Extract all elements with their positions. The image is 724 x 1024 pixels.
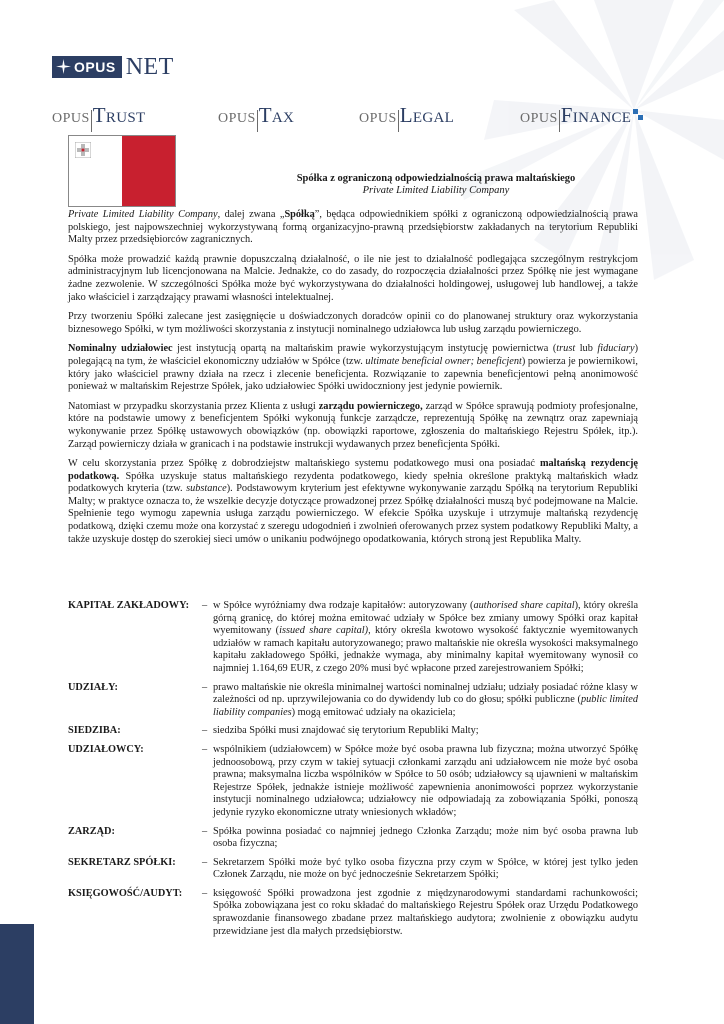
brand-divider xyxy=(91,110,92,132)
def-row-udzialowcy xyxy=(68,744,638,820)
def-row-zarzad xyxy=(68,826,638,851)
text-span: ”, będąca odpowiednikiem spółki z ograniczoną odpowiedzialnością prawa polskiego, jest najpowszechniej wykorzystywaną formą organizacyjno-prawną przedsiębiorstw zakładanych na terytorium Republiki Malty przez przedsiębiorców zagranicznych. xyxy=(68,209,638,246)
opusnet-logo xyxy=(52,56,174,78)
text-italic: fiduciary xyxy=(597,343,635,355)
definitions-list xyxy=(68,600,638,944)
text-span: ) mogą emitować udziały na okaziciela; xyxy=(291,706,456,718)
brand-prefix: OPUS xyxy=(52,111,90,126)
brand-name: Trust xyxy=(92,103,146,127)
brand-name: Tax xyxy=(258,103,295,127)
body-text xyxy=(68,209,638,553)
text-span: , który określa kwotowo wysokość faktycznie wyemitowanych udziałów w ramach kapitału autoryzowanego; prawo maltańskie nie określa wysokości maksymalnego kapitału zakładowego Spółki, jednakże wymaga, aby minimalny kapitał wyemitowany wynosił co najmniej 1.164,69 EUR, z czego 20% musi być wpłacone przed zarejestrowaniem Spółki; xyxy=(213,625,638,674)
def-text: siedziba Spółki musi znajdować się terytorium Republiki Malty; xyxy=(213,725,479,737)
text-span: w Spółce wyróżniamy dwa rodzaje kapitałów: autoryzowany ( xyxy=(213,600,474,611)
flag-red-half xyxy=(122,136,175,206)
paragraph-trust-management xyxy=(68,401,638,451)
title-main: Spółka z ograniczoną odpowiedzialnością prawa maltańskiego xyxy=(296,173,576,184)
brand-trust xyxy=(52,103,145,128)
brand-divider xyxy=(398,110,399,132)
logo-net-text: NET xyxy=(125,54,174,80)
logo-opus-text: OPUS xyxy=(74,59,116,75)
text-bold: Nominalny udziałowiec xyxy=(68,343,173,355)
def-row-kapital xyxy=(68,600,638,676)
def-term: UDZIAŁY: xyxy=(68,681,118,693)
text-italic: substance xyxy=(186,483,227,495)
finance-squares-icon xyxy=(632,109,643,120)
george-cross-icon xyxy=(75,142,91,158)
text-italic: public limited liability companies xyxy=(213,694,638,718)
text-span: lub xyxy=(575,343,598,355)
brand-row xyxy=(52,103,682,133)
brand-divider xyxy=(559,110,560,132)
text-span: ) polegającą na tym, że właściciel ekonomiczny udziałów w Spółce (tzw. xyxy=(68,343,638,367)
brand-prefix: OPUS xyxy=(218,111,256,126)
text-span: jest instytucją opartą na maltańskim prawie wykorzystującym instytucję powiernictwa ( xyxy=(172,343,557,355)
brand-prefix: OPUS xyxy=(520,111,558,126)
text-italic: issued share capital) xyxy=(279,625,369,637)
paragraph-nominee xyxy=(68,343,638,393)
def-text: księgowość Spółki prowadzona jest zgodnie z międzynarodowymi standardami rachunkowości; Spółka zobowiązana jest co roku składać do maltańskiego Rejestru Spółek oraz Urzędu Podatkowego sprawozdanie finansowego zbadane przez maltańskiego audytora; zwolnienie z obowiązku audytu przewidziane jest dla małych przedsiębiorstw. xyxy=(213,887,638,937)
text-italic: authorised share capital xyxy=(473,600,575,611)
text-span: zarząd w Spółce sprawują podmioty profesjonalne, które na podstawie umowy z beneficjentem Spółki wykonują funkcje zarządcze, reprezentują Spółkę na zewnątrz oraz zapewniają wykonywanie przez Spółkę ustawowych obowiązków (np. obowiązki raportowe, zgłoszenia do maltańskiego Rejestru Spółek, itp.). Zarząd powierniczy działa w granicach i na podstawie instrukcji wydawanych przez beneficjenta Spółki. xyxy=(68,400,638,450)
text-span: ). Podstawowym kryterium jest efektywne wykonywanie zarządu Spółką na terytorium Republiki Malty; w praktyce oznacza to, że wszelkie decyzje dotyczące prowadzonej przez Spółkę działalności muszą być podejmowane na Malcie. Spełnienie tego wymogu zapewnia usługa zarządu powierniczego. W efekcie Spółka uzyskuje i utrzymuje maltańską rezydencję podatkową, dzięki czemu może ona korzystać z szeregu udogodnień i zwolnień oferowanych przez system podatkowy Republiki Malty, a także uzyskuje dostęp do szerokiej sieci umów o unikaniu podwójnego opodatkowania, których stroną jest Republika Malty. xyxy=(68,483,639,545)
def-term: KSIĘGOWOŚĆ/AUDYT: xyxy=(68,887,183,899)
def-row-ksiegowosc xyxy=(68,888,638,938)
brand-finance xyxy=(520,103,643,128)
def-dash: – xyxy=(202,856,208,868)
def-row-udzialy xyxy=(68,682,638,720)
def-dash: – xyxy=(202,600,208,611)
paragraph-tax-residency xyxy=(68,458,638,546)
text-span: ) powierza je powiernikowi, który jako właściciel prawny działa na rzecz i zlecenie beneficjenta. Rozwiązanie to zapewnia beneficjentowi pełną anonimowość ponieważ w maltańskim Rejestrze Spółek, jako udziałowiec Spółki uwidoczniony jest jedynie powiernik. xyxy=(68,355,638,393)
brand-prefix: OPUS xyxy=(359,111,397,126)
paragraph-activity: Spółka może prowadzić każdą prawnie dopuszczalną działalność, o ile nie jest to działalność podlegająca szczególnym restrykcjom administracyjnym lub licencjonowana na Malcie. Jednakże, co do zasady, do rozpoczęcia działalności przez Spółkę nie jest wymagane żadne zezwolenie. W szczególności Spółka może być wykorzystywana do działalności holdingowej, usługowej lub handlowej, a także jako właściciel i zarządzający prawami własności intelektualnej. xyxy=(68,253,638,303)
def-text xyxy=(213,682,638,720)
text-italic: ultimate beneficial owner; beneficjent xyxy=(365,355,522,367)
text-span: Natomiast w przypadku skorzystania przez Klienta z usługi xyxy=(68,400,319,412)
brand-tax xyxy=(218,103,294,128)
text-bold: maltańską rezydencję podatkową. xyxy=(68,458,638,482)
text-span: W celu skorzystania przez Spółkę z dobrodziejstw maltańskiego systemu podatkowego musi ona posiadać xyxy=(68,458,540,470)
def-term: ZARZĄD: xyxy=(68,825,115,837)
text-span: prawo maltańskie nie określa minimalnej wartości nominalnej udziału; udziały posiadać różne klasy w zależności od np. uprzywilejowania co do dywidendy lub co do głosu; spółki publiczne ( xyxy=(213,681,638,706)
star-icon xyxy=(56,59,71,74)
def-term: KAPITAŁ ZAKŁADOWY: xyxy=(68,600,190,611)
text-span: Spółka uzyskuje status maltańskiego rezydenta podatkowego, kiedy spełnia określone praktyką maltańskich władz podatkowych kryteria (tzw. xyxy=(68,470,638,495)
def-dash: – xyxy=(202,681,208,693)
def-term: UDZIAŁOWCY: xyxy=(68,743,144,755)
def-text: Spółka powinna posiadać co najmniej jednego Członka Zarządu; może nim być osoba prawna lub osoba fizyczna; xyxy=(213,825,638,850)
def-text: Sekretarzem Spółki może być tylko osoba fizyczna przy czym w Spółce, w której jest tylko jeden Członek Zarządu, nie może on być jednocześnie Sekretarzem Spółki; xyxy=(213,856,638,881)
brand-name: Finance xyxy=(560,103,632,127)
def-dash: – xyxy=(202,825,208,837)
document-title xyxy=(176,173,696,198)
brand-name: Legal xyxy=(399,103,455,127)
def-dash: – xyxy=(202,887,208,899)
title-sub: Private Limited Liability Company xyxy=(362,185,510,196)
opus-logo-box xyxy=(52,56,122,78)
text-bold: Spółką xyxy=(284,209,315,220)
brand-legal xyxy=(359,103,454,128)
malta-flag xyxy=(68,135,176,207)
paragraph-intro xyxy=(68,209,638,247)
text-span: ), który określa górną granicę, do której można emitować udziały w Spółce bez zmiany umowy Spółki oraz kapitał wyemitowany ( xyxy=(213,600,639,637)
side-accent-bar xyxy=(0,924,34,1024)
text-bold: zarządu powierniczego, xyxy=(318,400,423,412)
text-italic: trust xyxy=(556,343,576,355)
def-text: wspólnikiem (udziałowcem) w Spółce może być osoba prawna lub fizyczna; można utworzyć Spółkę jednoosobową, przy czym w takiej sytuacji członkami zarządu ani udziałowcem nie może być osoba prawna; maksymalna liczba wspólników w Spółce to 50 osób; udziałowcy są ujawnieni w maltańskim Rejestrze Spółek, jednakże istnieje możliwość zapewnienia anonimowości poprzez wykorzystanie instytucji nominalnego udziałowca; udziałowcy nie odpowiadają za zobowiązania Spółki, ponoszą jedynie ryzyko ekonomiczne utraty wniesionych wkładów; xyxy=(213,743,638,818)
def-dash: – xyxy=(202,743,208,755)
def-term: SIEDZIBA: xyxy=(68,725,121,737)
text-span: , dalej zwana „ xyxy=(217,209,285,220)
def-text xyxy=(213,600,638,676)
def-term: SEKRETARZ SPÓŁKI: xyxy=(68,856,176,868)
brand-divider xyxy=(257,110,258,132)
flag-white-half xyxy=(69,136,122,206)
def-dash: – xyxy=(202,725,208,737)
paragraph-advice: Przy tworzeniu Spółki zalecane jest zasięgnięcie u doświadczonych doradców opinii co do planowanej struktury oraz wykorzystania biznesowego Spółki, w tym możliwości skorzystania z instytucji nominalnego udziałowca lub usług zarządu powierniczego. xyxy=(68,311,638,335)
text-italic: Private Limited Liability Company xyxy=(68,209,218,220)
def-row-siedziba xyxy=(68,725,638,738)
def-row-sekretarz xyxy=(68,857,638,882)
